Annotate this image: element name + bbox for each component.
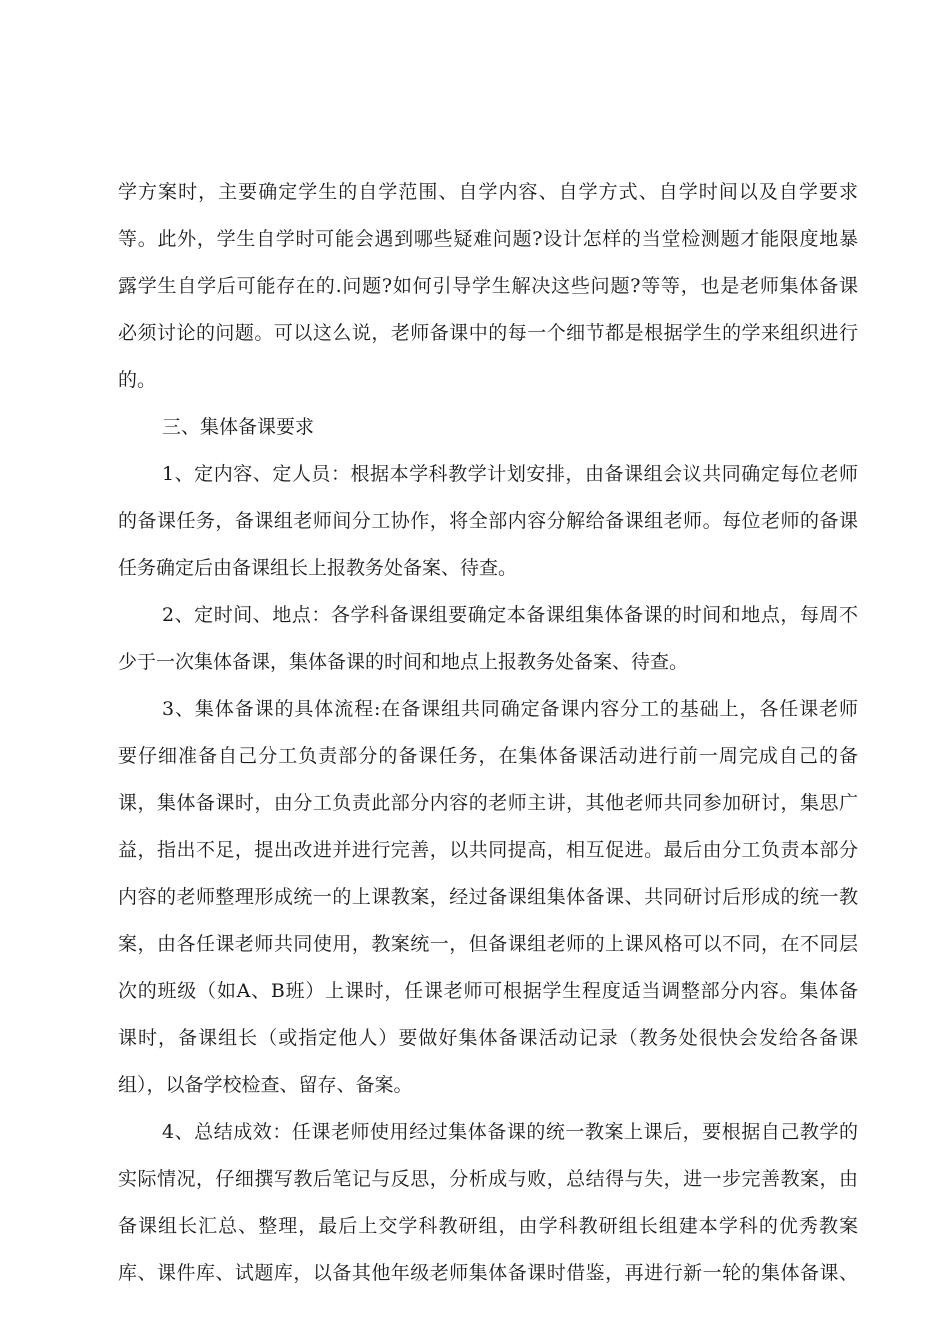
item1-line-1: 1、定内容、定人员：根据本学科教学计划安排，由备课组会议共同确定每位老师: [162, 463, 858, 485]
item2-line-1: 2、定时间、地点：各学科备课组要确定本备课组集体备课的时间和地点，每周不: [162, 604, 858, 626]
item3-line-8: 课时，备课组长（或指定他人）要做好集体备课活动记录（教务处很快会发给各备课: [118, 1027, 858, 1049]
intro-line-4: 必须讨论的问题。可以这么说，老师备课中的每一个细节都是根据学生的学来组织进行: [118, 322, 858, 344]
intro-line-3: 露学生自学后可能存在的.问题?如何引导学生解决这些问题?等等，也是老师集体备课: [118, 275, 858, 297]
item4-line-2: 实际情况，仔细撰写教后笔记与反思，分析成与败，总结得与失，进一步完善教案，由: [118, 1168, 858, 1190]
item3-line-9: 组），以备学校检查、留存、备案。: [118, 1074, 413, 1096]
intro-line-1: 学方案时，主要确定学生的自学范围、自学内容、自学方式、自学时间以及自学要求: [118, 181, 858, 203]
item4-line-4: 库、课件库、试题库，以备其他年级老师集体备课时借鉴，再进行新一轮的集体备课、: [118, 1262, 858, 1284]
item3-line-7: 次的班级（如A、B班）上课时，任课老师可根据学生程度适当调整部分内容。集体备: [118, 980, 858, 1002]
item3-line-3: 课，集体备课时，由分工负责此部分内容的老师主讲，其他老师共同参加研讨，集思广: [118, 792, 858, 814]
item3-line-1: 3、集体备课的具体流程:在备课组共同确定备课内容分工的基础上，各任课老师: [162, 698, 858, 720]
item3-line-2: 要仔细准备自己分工负责部分的备课任务，在集体备课活动进行前一周完成自己的备: [118, 745, 858, 767]
item3-line-6: 案，由各任课老师共同使用，教案统一，但备课组老师的上课风格可以不同，在不同层: [118, 933, 858, 955]
section-heading: 三、集体备课要求: [162, 416, 315, 438]
item3-line-4: 益，指出不足，提出改进并进行完善，以共同提高，相互促进。最后由分工负责本部分: [118, 839, 858, 861]
intro-line-5: 的。: [118, 369, 157, 391]
item1-line-2: 的备课任务，备课组老师间分工协作，将全部内容分解给备课组老师。每位老师的备课: [118, 510, 858, 532]
item1-line-3: 任务确定后由备课组长上报教务处备案、待查。: [118, 557, 518, 579]
item3-line-5: 内容的老师整理形成统一的上课教案，经过备课组集体备课、共同研讨后形成的统一教: [118, 886, 858, 908]
item4-line-3: 备课组长汇总、整理，最后上交学科教研组，由学科教研组长组建本学科的优秀教案: [118, 1215, 858, 1237]
item2-line-2: 少于一次集体备课，集体备课的时间和地点上报教务处备案、待查。: [118, 651, 689, 673]
item4-line-1: 4、总结成效：任课老师使用经过集体备课的统一教案上课后，要根据自己教学的: [162, 1121, 858, 1143]
intro-line-2: 等。此外，学生自学时可能会遇到哪些疑难问题?设计怎样的当堂检测题才能限度地暴: [118, 228, 858, 250]
